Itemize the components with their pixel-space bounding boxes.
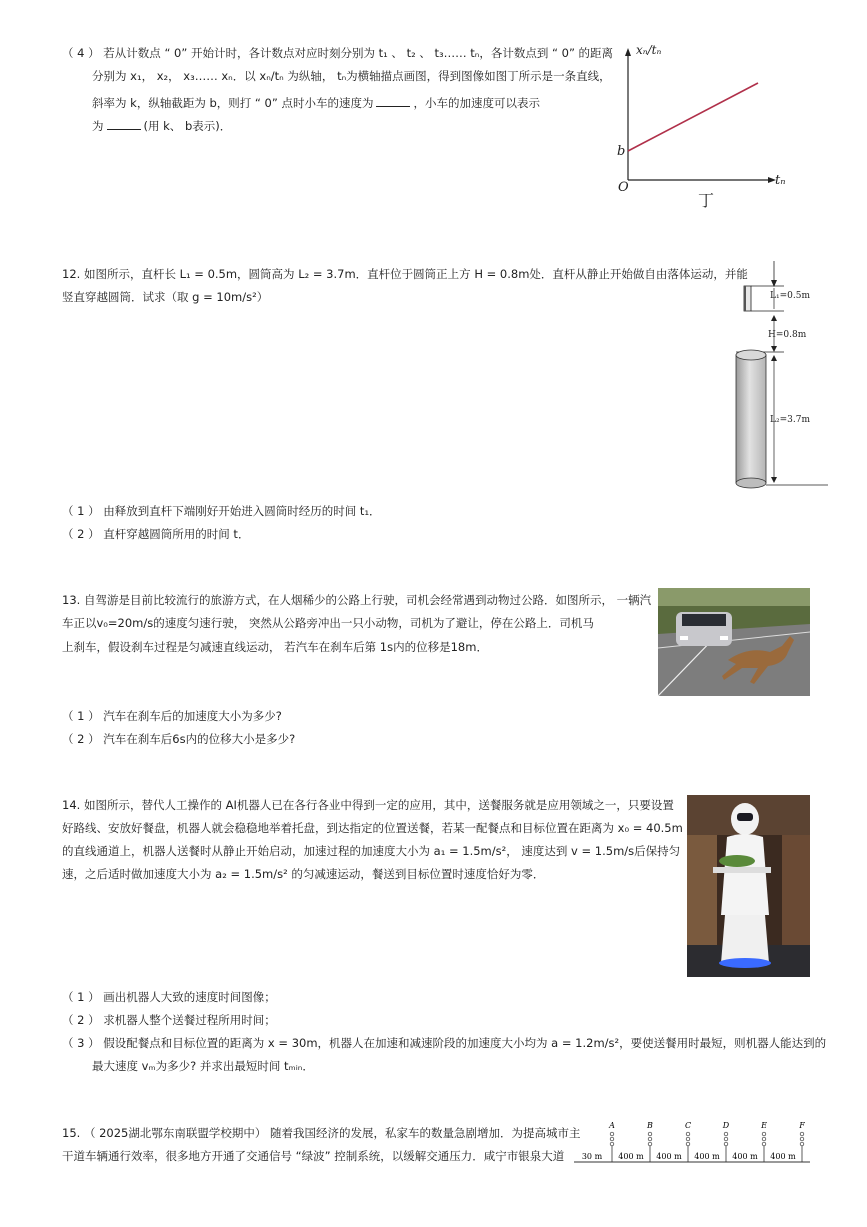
q15-line-1: 15. （ 2025湖北鄂东南联盟学校期中） 随着我国经济的发展，私家车的数量急剧增加．为提高城市主 [62, 1126, 581, 1140]
segment-distance-label: 400 m [732, 1152, 758, 1161]
graph-origin-label: O [618, 180, 629, 195]
segment-distance-label: 30 m [581, 1152, 603, 1161]
traffic-light-svg [572, 1120, 812, 1170]
q13-part-1: （ 1 ） 汽车在刹车后的加速度大小为多少? [62, 709, 282, 723]
q12-part-2: （ 2 ） 直杆穿越圆筒所用的时间 t． [62, 527, 250, 541]
q11-line-2: 分别为 x₁， x₂， x₃…… xₙ．以 xₙ/tₙ 为纵轴， tₙ为横轴描点画图，得到图像如图丁所示是一条直线， [92, 69, 611, 83]
q11-line-3 [92, 95, 540, 111]
segment-distance-label: 400 m [656, 1152, 682, 1161]
stop-label: E [761, 1121, 767, 1130]
q13-part-2: （ 2 ） 汽车在刹车后6s内的位移大小是多少? [62, 732, 296, 746]
graph-x-label: tₙ [775, 173, 786, 188]
stop-label: D [722, 1121, 730, 1130]
fig-label-l1: L₁=0.5m [770, 291, 810, 301]
segment-distance-label: 400 m [694, 1152, 720, 1161]
robot-svg [687, 795, 810, 977]
traffic-light-e [760, 1121, 767, 1162]
graph-ding [610, 40, 800, 215]
traffic-light-d [722, 1121, 730, 1162]
q11-line-3-text-a: 斜率为 k，纵轴截距为 b，则打 “ 0” 点时小车的速度为 [92, 96, 374, 110]
q11-line-3-text-b: ，小车的加速度可以表示 [413, 96, 540, 110]
rod-tube-figure [728, 255, 828, 495]
graph-caption: 丁 [698, 191, 715, 210]
q13-line-1: 13. 自驾游是目前比较流行的旅游方式，在人烟稀少的公路上行驶，司机会经常遇到动物过公路．如图所示， 一辆汽 [62, 593, 652, 607]
q15-line-2: 干道车辆通行效率，很多地方开通了交通信号 “绿波” 控制系统，以缓解交通压力．咸宁市银泉大道 [62, 1149, 565, 1163]
q11-line-4 [92, 118, 231, 134]
q14-part-3-b: 最大速度 vₘ为多少? 并求出最短时间 tₘᵢₙ． [92, 1059, 314, 1073]
q14-line-3: 的直线通道上，机器人送餐时从静止开始启动，加速过程的加速度大小为 a₁ = 1.5m/s²， 速度达到 v = 1.5m/s后保持匀 [62, 844, 681, 858]
y-axis-arrow [625, 48, 631, 56]
graph-intercept-label: b [617, 144, 626, 159]
segment-distance-label: 400 m [770, 1152, 796, 1161]
q14-part-2: （ 2 ） 求机器人整个送餐过程所用时间； [62, 1013, 276, 1027]
q14-line-4: 速，之后适时做加速度大小为 a₂ = 1.5m/s² 的匀减速运动，餐送到目标位置时速度恰好为零． [62, 867, 545, 881]
q13-line-2: 车正以v₀=20m/s的速度匀速行驶， 突然从公路旁冲出一只小动物，司机为了避让，停在公路上．司机马 [62, 616, 594, 630]
traffic-light-c [685, 1121, 691, 1162]
traffic-light-f [798, 1121, 805, 1162]
fig-label-l2: L₂=3.7m [770, 415, 810, 425]
traffic-light-b [646, 1121, 653, 1162]
car-deer-photo [658, 588, 810, 696]
q12-line-1: 12. 如图所示，直杆长 L₁ = 0.5m，圆筒高为 L₂ = 3.7m．直杆位于圆筒正上方 H = 0.8m处．直杆从静止开始做自由落体运动，并能 [62, 267, 748, 281]
tube [736, 355, 766, 483]
robot-photo [687, 795, 810, 977]
q11-line-4-text-a: 为 [92, 119, 104, 133]
stop-label: F [799, 1121, 805, 1130]
q13-line-3: 上刹车，假设刹车过程是匀减速直线运动， 若汽车在刹车后第 1s内的位移是18m． [62, 640, 488, 654]
graph-y-label: xₙ/tₙ [636, 43, 662, 57]
data-line [628, 83, 758, 151]
q11-line-1: （ 4 ） 若从计数点 “ 0” 开始计时，各计数点对应时刻分别为 t₁ 、 t₂ 、 t₃…… tₙ，各计数点到 “ 0” 的距离 [62, 46, 614, 60]
answer-blank-1 [376, 96, 410, 107]
q14-part-1: （ 1 ） 画出机器人大致的速度时间图像； [62, 990, 276, 1004]
traffic-light-figure [572, 1120, 812, 1170]
car-deer-svg [658, 588, 810, 696]
segment-distance-label: 400 m [618, 1152, 644, 1161]
q14-part-3-a: （ 3 ） 假设配餐点和目标位置的距离为 x = 30m，机器人在加速和减速阶段的加速度大小均为 a = 1.2m/s²，要使送餐用时最短，则机器人能达到的 [62, 1036, 827, 1050]
q12-part-1: （ 1 ） 由释放到直杆下端刚好开始进入圆筒时经历的时间 t₁． [62, 504, 381, 518]
stop-label: A [609, 1121, 615, 1130]
q12-line-2: 竖直穿越圆筒．试求（取 g = 10m/s²） [62, 290, 269, 304]
answer-blank-2 [107, 119, 141, 130]
stop-label: B [647, 1121, 653, 1130]
q11-line-4-text-b: (用 k、 b表示)． [143, 119, 232, 133]
q14-line-2: 好路线、安放好餐盘，机器人就会稳稳地举着托盘，到达指定的位置送餐，若某一配餐点和目标位置在距离为 x₀ = 40.5m [62, 821, 683, 835]
stop-label: C [684, 1121, 692, 1130]
q14-line-1: 14. 如图所示，替代人工操作的 AI机器人已在各行各业中得到一定的应用，其中，送餐服务就是应用领域之一，只要设置 [62, 798, 674, 812]
traffic-light-a [608, 1121, 615, 1162]
fig-label-h: H=0.8m [768, 330, 807, 340]
